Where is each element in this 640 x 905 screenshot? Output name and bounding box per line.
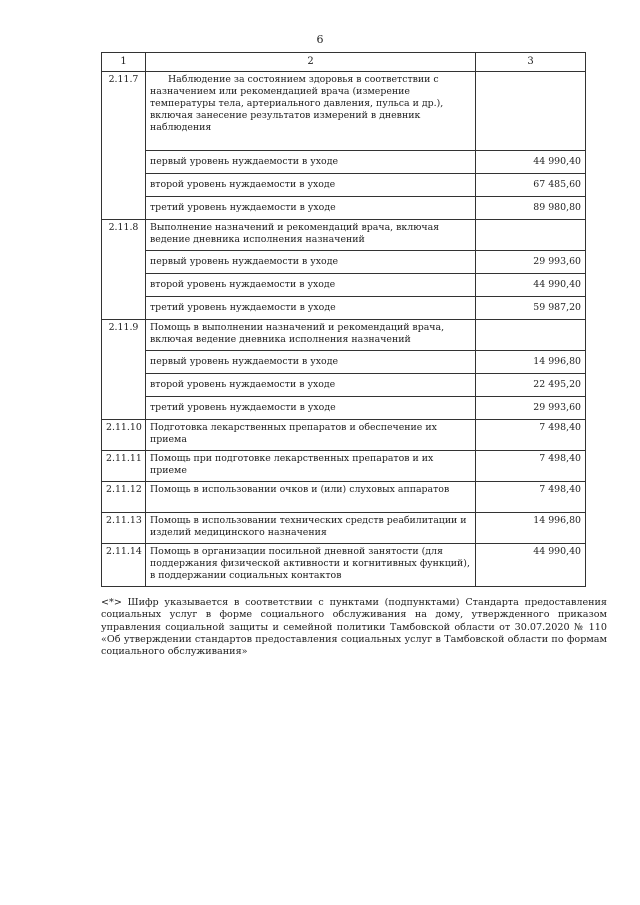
- service-value: [476, 72, 586, 151]
- service-title: Помощь в организации посильной дневной занятости (для поддержания физической активности и когнитивных функций), в поддержании социальных контактов: [146, 544, 476, 587]
- service-code: 2.11.8: [102, 220, 146, 320]
- level-label: третий уровень нуждаемости в уходе: [146, 197, 476, 220]
- service-value: 44 990,40: [476, 544, 586, 587]
- level-label: первый уровень нуждаемости в уходе: [146, 251, 476, 274]
- service-code: 2.11.14: [102, 544, 146, 587]
- table-row: [102, 482, 586, 513]
- level-label: третий уровень нуждаемости в уходе: [146, 297, 476, 320]
- page-number: 6: [316, 33, 324, 46]
- table-row: [102, 544, 586, 587]
- table-row: [102, 397, 586, 420]
- table-row: [102, 297, 586, 320]
- level-value: 89 980,80: [476, 197, 586, 220]
- table-row: [102, 72, 586, 151]
- service-title: Подготовка лекарственных препаратов и обеспечение их приема: [146, 420, 476, 451]
- service-value: 14 996,80: [476, 513, 586, 544]
- service-title: Помощь в использовании очков и (или) слуховых аппаратов: [146, 482, 476, 513]
- table-header-row: [102, 53, 586, 72]
- service-code: 2.11.7: [102, 72, 146, 220]
- service-value: 7 498,40: [476, 420, 586, 451]
- level-value: 14 996,80: [476, 351, 586, 374]
- level-value: 22 495,20: [476, 374, 586, 397]
- level-value: 44 990,40: [476, 274, 586, 297]
- level-value: 67 485,60: [476, 174, 586, 197]
- footnote: <*> Шифр указывается в соответствии с пунктами (подпунктами) Стандарта предоставления социальных услуг в форме социального обслуживания на дому, утвержденного приказом управления социальной защиты и семейной политики Тамбовской области от 30.07.2020 № 110 «Об утверждении стандартов предоставления социальных услуг в Тамбовской области по формам социального обслуживания»: [101, 597, 607, 658]
- table-row: [102, 251, 586, 274]
- service-code: 2.11.13: [102, 513, 146, 544]
- service-code: 2.11.12: [102, 482, 146, 513]
- level-value: 29 993,60: [476, 397, 586, 420]
- level-label: второй уровень нуждаемости в уходе: [146, 374, 476, 397]
- table-row: [102, 451, 586, 482]
- table-row: [102, 351, 586, 374]
- service-title: Выполнение назначений и рекомендаций врача, включая ведение дневника исполнения назначений: [146, 220, 476, 251]
- service-title: Помощь в выполнении назначений и рекомендаций врача, включая ведение дневника исполнения назначений: [146, 320, 476, 351]
- service-title: Помощь в использовании технических средств реабилитации и изделий медицинского назначения: [146, 513, 476, 544]
- level-value: 44 990,40: [476, 151, 586, 174]
- level-label: первый уровень нуждаемости в уходе: [146, 351, 476, 374]
- table-row: [102, 320, 586, 351]
- service-title: Наблюдение за состоянием здоровья в соответствии с назначением или рекомендацией врача (измерение температуры тела, артериального давления, пульса и др.), включая занесение результатов измерений в дневник наблюдения: [146, 72, 476, 151]
- table-row: [102, 374, 586, 397]
- level-value: 59 987,20: [476, 297, 586, 320]
- level-label: третий уровень нуждаемости в уходе: [146, 397, 476, 420]
- service-code: 2.11.9: [102, 320, 146, 420]
- service-value: [476, 320, 586, 351]
- service-value: 7 498,40: [476, 482, 586, 513]
- tariff-table: [101, 52, 586, 587]
- level-label: второй уровень нуждаемости в уходе: [146, 274, 476, 297]
- service-title: Помощь при подготовке лекарственных препаратов и их приеме: [146, 451, 476, 482]
- table-row: [102, 151, 586, 174]
- service-value: 7 498,40: [476, 451, 586, 482]
- level-label: первый уровень нуждаемости в уходе: [146, 151, 476, 174]
- table-row: [102, 420, 586, 451]
- level-label: второй уровень нуждаемости в уходе: [146, 174, 476, 197]
- header-col-3: 3: [476, 53, 586, 72]
- service-code: 2.11.10: [102, 420, 146, 451]
- table-row: [102, 197, 586, 220]
- table-row: [102, 220, 586, 251]
- table-row: [102, 174, 586, 197]
- level-value: 29 993,60: [476, 251, 586, 274]
- service-code: 2.11.11: [102, 451, 146, 482]
- header-col-2: 2: [146, 53, 476, 72]
- table-row: [102, 513, 586, 544]
- service-value: [476, 220, 586, 251]
- header-col-1: 1: [102, 53, 146, 72]
- table-row: [102, 274, 586, 297]
